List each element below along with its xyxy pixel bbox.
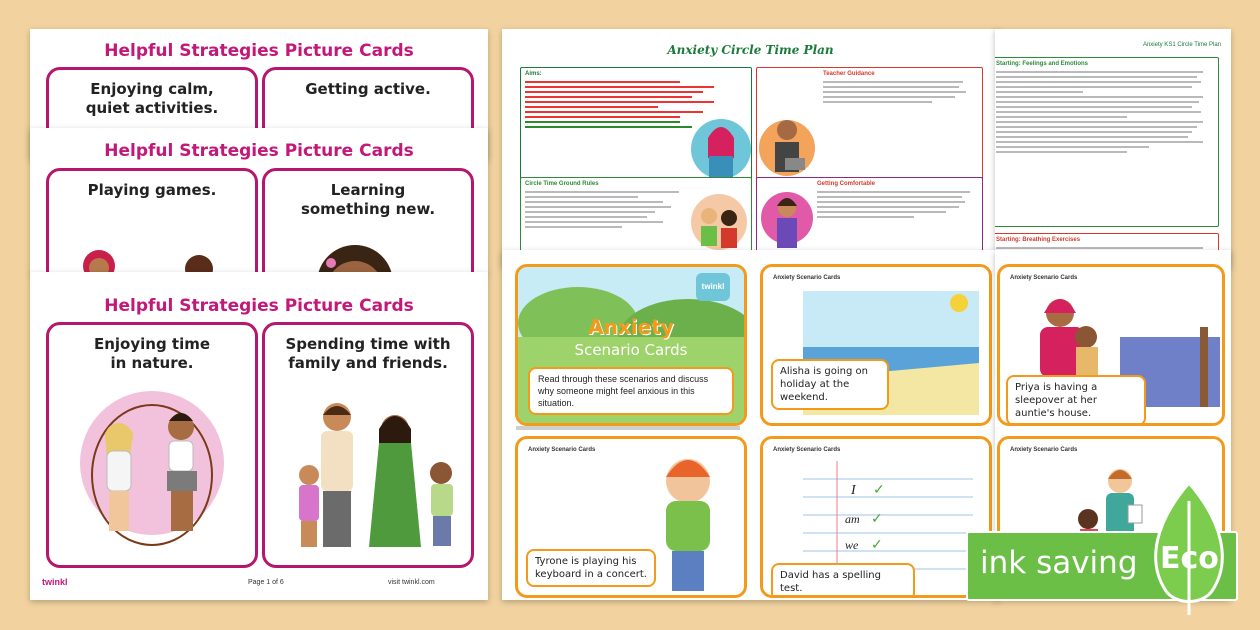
cover-text: Read through these scenarios and discuss why someone might feel anxious in this situation. [528,367,734,415]
logo: twinkl [42,577,68,587]
teacher-guidance-heading: Teacher Guidance [823,71,875,77]
card-label: Anxiety Scenario Cards [528,447,596,453]
twinkl-badge: twinkl [696,273,730,301]
girl-illustration [49,171,255,274]
skipping-children-illustration [49,325,255,565]
sheet-title: Helpful Strategies Picture Cards [104,296,414,316]
plan-sheet [502,29,999,267]
strategy-card-text: Enjoying time in nature. [93,335,211,372]
spelling-word: we [845,538,859,552]
spelling-word: am [845,512,860,526]
cover-title: Anxiety [588,315,674,339]
strategies-sheet-3 [30,272,488,600]
scenario-caption: Alisha is going on holiday at the weekend. [771,359,889,410]
scenario-caption: David has a spelling test. [771,563,915,598]
card-label: Anxiety Scenario Cards [773,447,841,453]
feelings-box [995,57,1219,227]
plan-sheet-2 [995,29,1231,267]
man-illustration [757,98,819,188]
scenario-card [760,264,992,426]
card-label: Anxiety Scenario Cards [1010,275,1078,281]
scenario-caption: Tyrone is playing his keyboard in a concert. [526,549,656,587]
tick-icon: ✓ [873,481,885,497]
strategy-card-text: Spending time with family and friends. [285,335,451,372]
cover-subtitle: Scenario Cards [574,341,688,359]
aims-box [520,67,752,195]
footer-site: visit twinkl.com [388,579,435,586]
strategy-card-text: Playing games. [87,181,217,199]
sheet-title: Helpful Strategies Picture Cards [104,141,414,161]
scenario-cover-card [515,264,747,426]
scenario-card [515,436,747,598]
strategy-card [46,322,258,568]
strategy-card-text: Enjoying calm, quiet activities. [85,80,219,117]
feelings-heading: Starting: Feelings and Emotions [996,61,1089,67]
strategy-card [262,322,474,568]
page-number: Page 1 of 6 [248,579,284,586]
tick-icon: ✓ [871,536,883,552]
scenario-card [760,436,992,598]
strategy-card [46,168,258,274]
tick-icon: ✓ [871,510,883,526]
ground-rules-heading: Circle Time Ground Rules [525,181,599,187]
card-label: Anxiety Scenario Cards [1010,447,1078,453]
cover-footnote [516,426,740,430]
scenario-caption: Priya is having a sleepover at her auntie's house. [1006,375,1146,426]
child-illustration [265,171,471,274]
strategy-card [262,168,474,274]
getting-comfortable-heading: Getting Comfortable [817,181,875,187]
aims-heading: Aims: [525,71,542,77]
spelling-word: I [851,483,856,498]
scenario-sheet [502,250,999,600]
strategies-sheet-2 [30,128,488,274]
plan-header: Anxiety KS1 Circle Time Plan [1142,42,1221,48]
breathing-heading: Starting: Breathing Exercises [996,237,1081,243]
teacher-guidance-box [756,67,983,195]
strategy-card-text: Getting active. [305,80,431,98]
eco-label: Eco [1160,541,1219,576]
scenario-card [997,264,1225,426]
plan-title: Anxiety Circle Time Plan [667,43,834,57]
family-illustration [265,325,471,565]
ink-saving-label: ink saving [980,545,1138,581]
card-label: Anxiety Scenario Cards [773,275,841,281]
strategy-card-text: Learning something new. [300,181,436,218]
sheet-title: Helpful Strategies Picture Cards [104,41,414,61]
